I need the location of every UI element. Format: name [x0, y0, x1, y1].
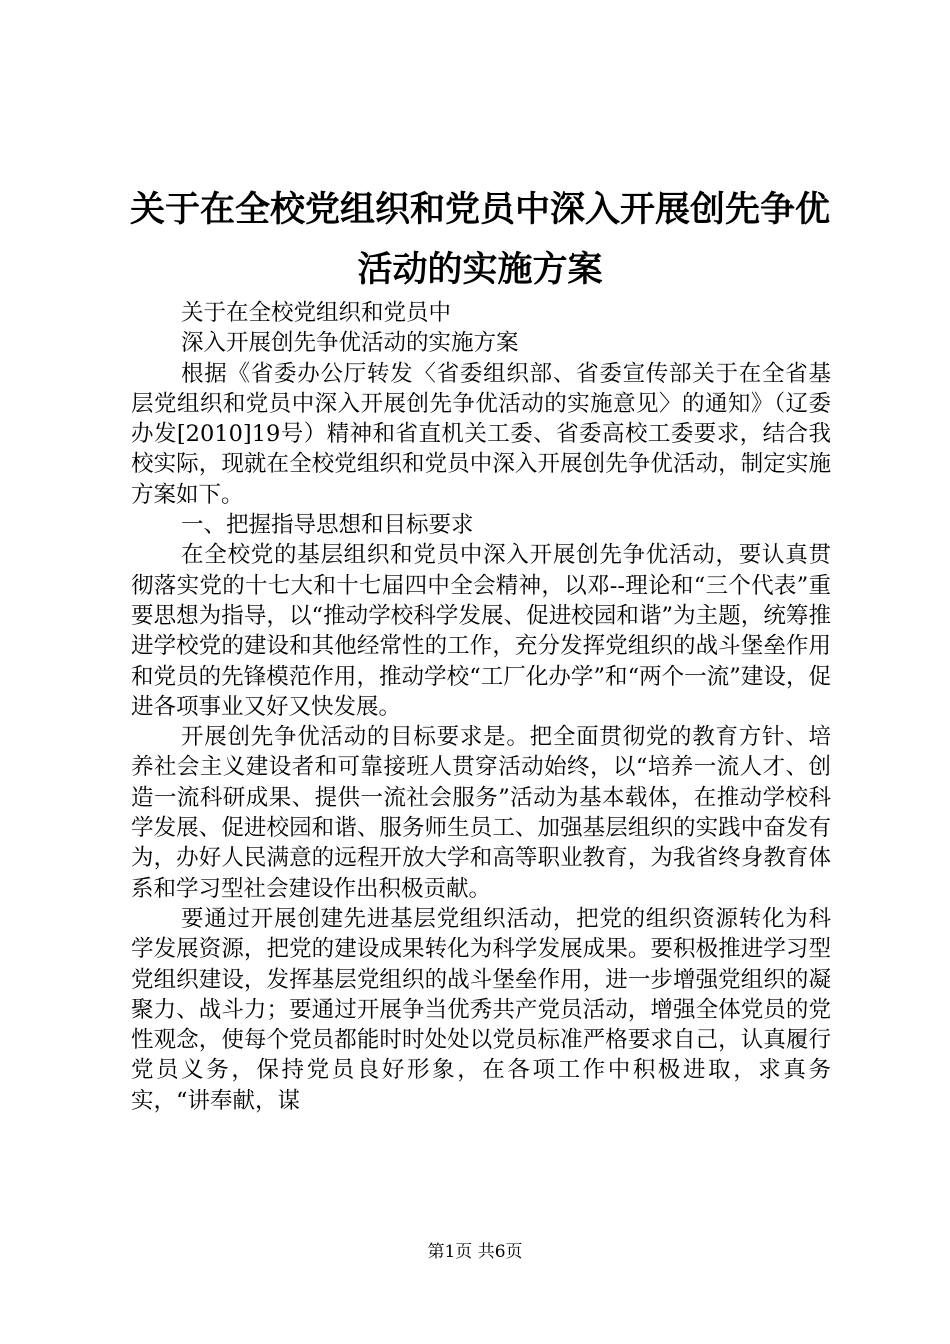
body-paragraph: 要通过开展创建先进基层党组织活动，把党的组织资源转化为科学发展资源，把党的建设成果转化为科学发展成果。要积极推进学习型党组织建设，发挥基层党组织的战斗堡垒作用，进一步增强党组织的凝聚力、战斗力；要通过开展争当优秀共产党员活动，增强全体党员的党性观念，使每个党员都能时时处处以党员标准严格要求自己，认真履行党员义务，保持党员良好形象，在各项工作中积极进取，求真务实，“讲奉献，谋 — [131, 905, 831, 1114]
page-footer: 第1页 共6页 — [427, 1242, 523, 1262]
section-heading: 一、把握指导思想和目标要求 — [181, 512, 474, 539]
document-body — [131, 298, 831, 1116]
subtitle-line-2: 深入开展创先争优活动的实施方案 — [181, 330, 519, 357]
body-paragraph: 开展创先争优活动的目标要求是。把全面贯彻党的教育方针、培养社会主义建设者和可靠接班人贯穿活动始终，以“培养一流人才、创造一流科研成果、提供一流社会服务”活动为基本载体，在推动学校科学发展、促进校园和谐、服务师生员工、加强基层组织的实践中奋发有为，办好人民满意的远程开放大学和高等职业教育，为我省终身教育体系和学习型社会建设作出积极贡献。 — [131, 724, 831, 902]
body-paragraph: 在全校党的基层组织和党员中深入开展创先争优活动，要认真贯彻落实党的十七大和十七届四中全会精神，以邓--理论和“三个代表”重要思想为指导，以“推动学校科学发展、促进校园和谐”为主题，统筹推进学校党的建设和其他经常性的工作，充分发挥党组织的战斗堡垒作用和党员的先锋模范作用，推动学校“工厂化办学”和“两个一流”建设，促进各项事业又好又快发展。 — [131, 542, 831, 720]
document-title-line-2: 活动的实施方案 — [357, 249, 603, 290]
document-title-line-1: 关于在全校党组织和党员中深入开展创先争优 — [130, 189, 831, 230]
body-paragraph: 根据《省委办公厅转发〈省委组织部、省委宣传部关于在全省基层党组织和党员中深入开展创先争优活动的实施意见〉的通知》（辽委办发[2010]19号）精神和省直机关工委、省委高校工委要求，结合我校实际，现就在全校党组织和党员中深入开展创先争优活动，制定实施方案如下。 — [131, 360, 831, 508]
subtitle-line-1: 关于在全校党组织和党员中 — [181, 300, 452, 326]
